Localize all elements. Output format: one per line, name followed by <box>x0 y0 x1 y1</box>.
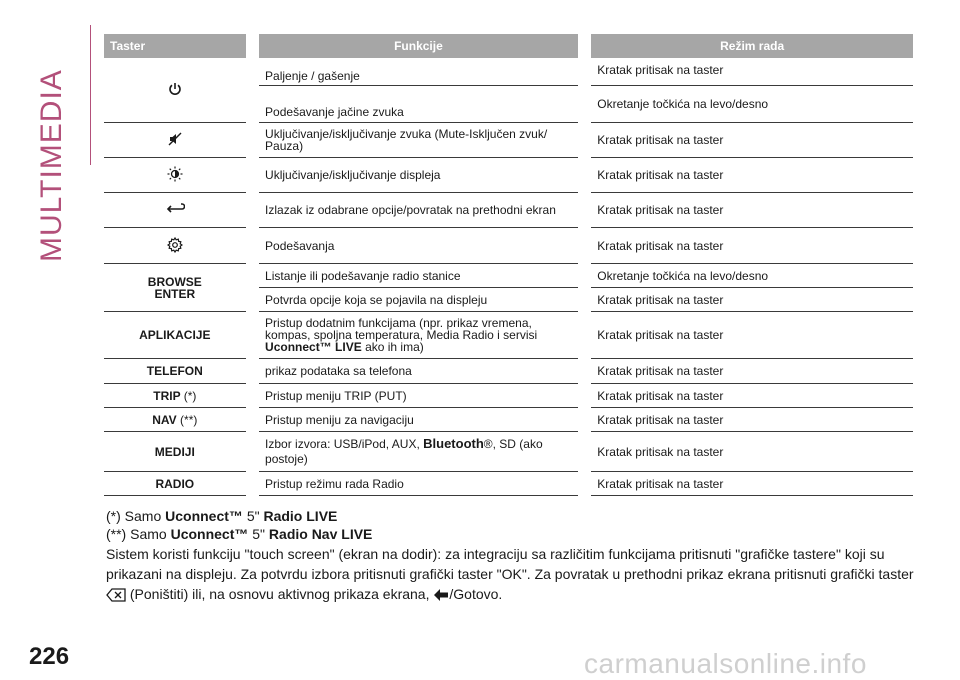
browse-label: BROWSE ENTER <box>147 274 202 301</box>
cell-mode: Kratak pritisak na taster <box>591 472 913 496</box>
button-radio: RADIO <box>104 472 246 496</box>
footnotes <box>106 507 916 543</box>
table-row <box>104 228 913 264</box>
cell-function: prikaz podataka sa telefona <box>259 359 578 384</box>
cell-mode: Okretanje točkića na levo/desno <box>591 264 913 288</box>
button-media: MEDIJI <box>104 432 246 472</box>
header-rezim: Režim rada <box>591 34 913 58</box>
button-apps: APLIKACIJE <box>104 312 246 359</box>
cell-function: Potvrda opcije koja se pojavila na displeju <box>259 288 578 312</box>
gear-icon <box>167 237 183 253</box>
cell-function: Paljenje / gašenje <box>259 58 578 86</box>
cell-mode: Kratak pritisak na taster <box>591 384 913 408</box>
button-browse-enter <box>104 264 246 312</box>
header-taster: Taster <box>104 34 246 58</box>
cell-function: Pristup meniju TRIP (PUT) <box>259 384 578 408</box>
mute-icon <box>168 132 182 146</box>
cell-mode: Kratak pritisak na taster <box>591 158 913 193</box>
page-number: 226 <box>29 643 70 670</box>
button-nav: NAV (**) <box>104 408 246 432</box>
table-row <box>104 123 913 158</box>
back-arrow-icon <box>433 588 449 602</box>
cell-mode: Kratak pritisak na taster <box>591 432 913 472</box>
table-row <box>104 359 913 384</box>
side-divider <box>90 25 91 165</box>
cell-function: Podešavanje jačine zvuka <box>259 86 578 123</box>
controls-table <box>104 34 913 496</box>
power-icon <box>168 82 182 96</box>
cell-function: Listanje ili podešavanje radio stanice <box>259 264 578 288</box>
cell-function: Uključivanje/isključivanje displeja <box>259 158 578 193</box>
cell-function: Podešavanja <box>259 228 578 264</box>
header-funkcije: Funkcije <box>259 34 578 58</box>
cell-function: Pristup režimu rada Radio <box>259 472 578 496</box>
cell-mode: Kratak pritisak na taster <box>591 312 913 359</box>
body-paragraph: Sistem koristi funkciju "touch screen" (ekran na dodir): za integraciju sa različitim funkcijama pritisnuti "grafičke tastere" koji su prikazani na displeju. Za potvrdu izbora pritisnuti grafički taster "OK". Za povratak u prethodni prikaz ekrana pritisnuti grafički taster (Poništiti) ili, na osnovu aktivnog prikaza ekrana, /Gotovo. <box>106 546 914 602</box>
section-label: MULTIMEDIA <box>35 69 68 262</box>
cell-mode: Kratak pritisak na taster <box>591 288 913 312</box>
delete-backspace-icon <box>106 588 126 602</box>
cell-mode: Kratak pritisak na taster <box>591 228 913 264</box>
button-phone: TELEFON <box>104 359 246 384</box>
table-row <box>104 312 913 359</box>
table-row <box>104 58 913 86</box>
cell-mode: Kratak pritisak na taster <box>591 123 913 158</box>
table-row <box>104 384 913 408</box>
cell-function: Pristup dodatnim funkcijama (npr. prikaz vremena, kompas, spoljna temperatura, Media Radio i servisi Uconnect™ LIVE ako ih ima) <box>259 312 578 359</box>
footnote-1: (*) Samo Uconnect™ 5" Radio LIVE <box>106 508 338 524</box>
cell-function: Uključivanje/isključivanje zvuka (Mute-Isključen zvuk/ Pauza) <box>259 123 578 158</box>
cell-mode: Okretanje točkića na levo/desno <box>591 86 913 123</box>
cell-mode: Kratak pritisak na taster <box>591 58 913 86</box>
cell-mode: Kratak pritisak na taster <box>591 359 913 384</box>
display-brightness-icon <box>167 166 183 182</box>
watermark: carmanualsonline.info <box>584 648 867 679</box>
table-row <box>104 158 913 193</box>
back-icon <box>165 202 185 216</box>
cell-function: Izbor izvora: USB/iPod, AUX, Bluetooth®, SD (ako postoje) <box>259 432 578 472</box>
table-row <box>104 432 913 472</box>
cell-mode: Kratak pritisak na taster <box>591 193 913 228</box>
table-row <box>104 193 913 228</box>
footnote-2: (**) Samo Uconnect™ 5" Radio Nav LIVE <box>106 526 373 542</box>
table-row <box>104 472 913 496</box>
button-trip: TRIP (*) <box>104 384 246 408</box>
table-header <box>104 34 913 58</box>
cell-mode: Kratak pritisak na taster <box>591 408 913 432</box>
table-row <box>104 264 913 288</box>
cell-function: Izlazak iz odabrane opcije/povratak na prethodni ekran <box>259 193 578 228</box>
cell-function: Pristup meniju za navigaciju <box>259 408 578 432</box>
table-row <box>104 408 913 432</box>
